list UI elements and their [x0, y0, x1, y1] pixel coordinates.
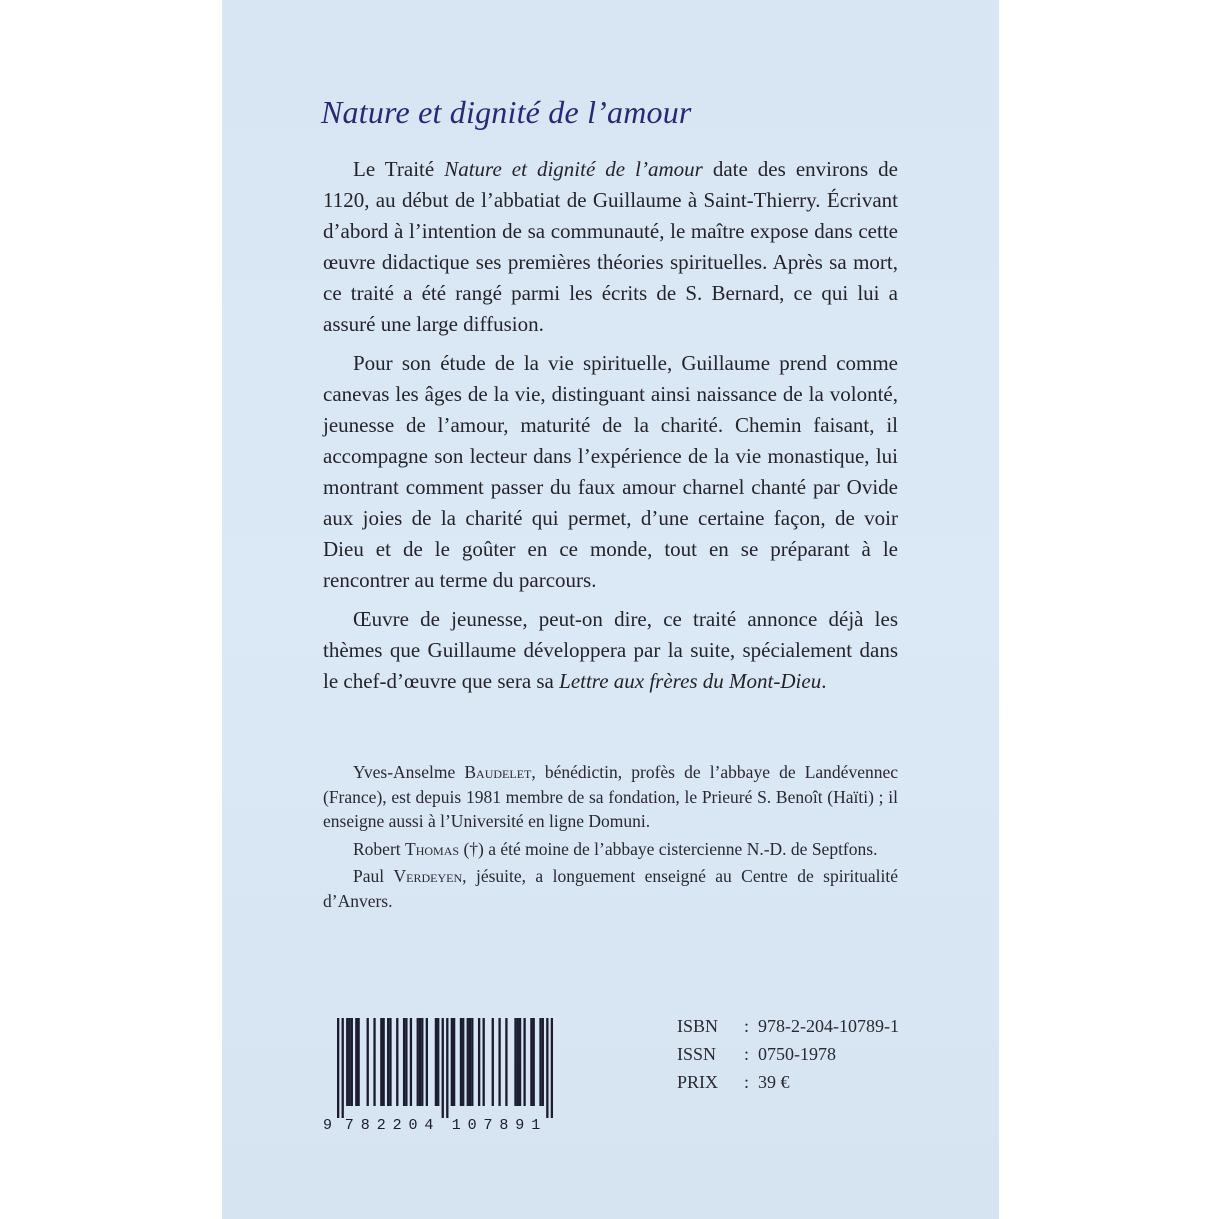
- isbn-separator: :: [744, 1016, 750, 1036]
- barcode-bar: [462, 1018, 464, 1106]
- barcode-bars: [337, 1018, 553, 1118]
- barcode-bar: [530, 1018, 532, 1106]
- bio-thomas-surname: Thomas: [405, 838, 460, 859]
- issn-row: [677, 1040, 899, 1068]
- summary-paragraph-3: [323, 604, 898, 697]
- publication-info: [677, 1012, 899, 1096]
- barcode-bar: [351, 1018, 353, 1106]
- barcode-bar: [355, 1018, 357, 1106]
- barcode-bar: [519, 1018, 521, 1106]
- barcode-bar: [453, 1018, 455, 1106]
- price-label: PRIX: [677, 1072, 719, 1092]
- bio-baudelet-first: Yves-Anselme: [353, 762, 465, 782]
- bio-thomas-text: (†) a été moine de l’abbaye cistercienne N.-D. de Septfons.: [459, 838, 878, 859]
- isbn-barcode: [323, 1018, 553, 1135]
- issn-value: 0750-1978: [758, 1044, 836, 1064]
- barcode-bar: [467, 1018, 469, 1106]
- barcode-digit: 2: [392, 1117, 402, 1134]
- issn-label: ISSN: [677, 1044, 717, 1064]
- bio-verdeyen-surname: Verdeyen: [393, 866, 463, 886]
- barcode-bar: [419, 1018, 421, 1106]
- barcode-digit: 8: [360, 1117, 370, 1134]
- summary-paragraph-1-start: Le Traité: [353, 157, 445, 181]
- barcode-bar: [405, 1018, 407, 1106]
- barcode-bar: [546, 1018, 548, 1118]
- barcode-digit: 1: [531, 1117, 541, 1134]
- barcode-bar: [435, 1018, 437, 1106]
- summary-paragraph-1-end: date des environs de 1120, au début de l’abbatiat de Guillaume à Saint-Thierry. Écrivant d’abord à l’intention de sa communauté, le maître expose dans cette œuvre didactique ses premières théories spirituelles. Après sa mort, ce traité a été rangé parmi les écrits de S. Bernard, ce qui lui a assuré une large diffusion.: [323, 157, 898, 336]
- barcode-digit: 7: [483, 1117, 493, 1134]
- barcode-bar: [451, 1018, 453, 1106]
- barcode-bar: [337, 1018, 339, 1118]
- barcode-bar: [514, 1018, 516, 1106]
- summary-paragraph-3-start: Œuvre de jeunesse, peut-on dire, ce traité annonce déjà les thèmes que Guillaume développera par la suite, spécialement dans le chef-d’œuvre que sera sa: [323, 607, 898, 693]
- barcode-bar: [446, 1018, 448, 1118]
- book-title: Nature et dignité de l’amour: [321, 94, 692, 130]
- isbn-label: ISBN: [677, 1016, 719, 1036]
- barcode-bar: [346, 1018, 348, 1106]
- barcode-bar: [380, 1018, 382, 1106]
- barcode-bar: [478, 1018, 480, 1106]
- barcode-bar: [389, 1018, 391, 1106]
- barcode-bar: [471, 1018, 473, 1106]
- author-bios: [323, 760, 898, 916]
- barcode-bar: [517, 1018, 519, 1106]
- barcode-bar: [498, 1018, 500, 1106]
- barcode-digit: 4: [424, 1117, 434, 1134]
- barcode-digit: 0: [408, 1117, 418, 1134]
- isbn-row: [677, 1012, 899, 1040]
- barcode-bar: [469, 1018, 471, 1106]
- barcode-bar: [382, 1018, 384, 1106]
- barcode-bar: [539, 1018, 541, 1106]
- barcode-bar: [367, 1018, 369, 1106]
- barcode-bar: [426, 1018, 428, 1106]
- summary-paragraph-1-title: Nature et dignité de l’amour: [444, 157, 703, 181]
- barcode-digit: 0: [467, 1117, 477, 1134]
- barcode-digit: 7: [344, 1117, 354, 1134]
- summary-paragraph-3-end: .: [821, 669, 827, 693]
- barcode-bar: [417, 1018, 419, 1106]
- barcode-digit: 9: [323, 1117, 333, 1134]
- summary-paragraph-2: Pour son étude de la vie spirituelle, Guillaume prend comme canevas les âges de la vie, distinguant ainsi naissance de la volonté, jeunesse de l’amour, maturité de la charité. Chemin faisant, il accompagne son lecteur dans l’expérience de la vie monastique, lui montrant comment passer du faux amour charnel chanté par Ovide aux joies de la charité qui permet, d’une certaine façon, de voir Dieu et de le goûter en ce monde, tout en se préparant à le rencontrer au terme du parcours.: [323, 351, 898, 592]
- barcode-bar: [533, 1018, 535, 1106]
- barcode-bar: [483, 1018, 485, 1106]
- summary-paragraph-3-title: Lettre aux frères du Mont-Dieu: [559, 669, 822, 693]
- bio-thomas-first: Robert: [353, 838, 406, 859]
- barcode-bar: [460, 1018, 462, 1106]
- summary-text: [323, 154, 898, 697]
- barcode-bar: [551, 1018, 553, 1118]
- price-value: 39 €: [758, 1072, 790, 1092]
- bio-baudelet: [323, 760, 898, 834]
- barcode-digits: [323, 1117, 553, 1135]
- barcode-bar: [437, 1018, 439, 1106]
- barcode-bar: [542, 1018, 544, 1106]
- barcode-bar: [442, 1018, 444, 1118]
- bio-baudelet-surname: Baudelet: [464, 762, 532, 782]
- barcode-bar: [403, 1018, 405, 1106]
- barcode-bar: [342, 1018, 344, 1118]
- bio-verdeyen-text: , jésuite, a longuement enseigné au Centre de spiritualité d’Anvers.: [323, 866, 898, 911]
- issn-separator: :: [744, 1044, 750, 1064]
- barcode-bar: [410, 1018, 412, 1106]
- bio-verdeyen: [323, 864, 898, 913]
- barcode-bar: [348, 1018, 350, 1106]
- isbn-value: 978-2-204-10789-1: [758, 1016, 899, 1036]
- barcode-bar: [505, 1018, 507, 1106]
- barcode-bar: [421, 1018, 423, 1106]
- barcode-bar: [357, 1018, 359, 1106]
- bio-baudelet-text: , bénédictin, profès de l’abbaye de Landévennec (France), est depuis 1981 membre de sa fondation, le Prieuré S. Benoît (Haïti) ; il enseigne aussi à l’Université en ligne Domuni.: [323, 762, 898, 831]
- barcode-digit: 1: [451, 1117, 461, 1134]
- price-separator: :: [744, 1072, 750, 1092]
- barcode-digit: 8: [499, 1117, 509, 1134]
- price-row: [677, 1068, 899, 1096]
- summary-paragraph-1: [323, 154, 898, 340]
- barcode-bar: [396, 1018, 398, 1106]
- barcode-bar: [387, 1018, 389, 1106]
- barcode-digit: 2: [376, 1117, 386, 1134]
- barcode-bar: [523, 1018, 525, 1106]
- barcode-bar: [373, 1018, 375, 1106]
- barcode-bar: [492, 1018, 494, 1106]
- bio-thomas: [323, 837, 898, 862]
- bio-verdeyen-first: Paul: [353, 866, 394, 886]
- barcode-digit: 9: [515, 1117, 525, 1134]
